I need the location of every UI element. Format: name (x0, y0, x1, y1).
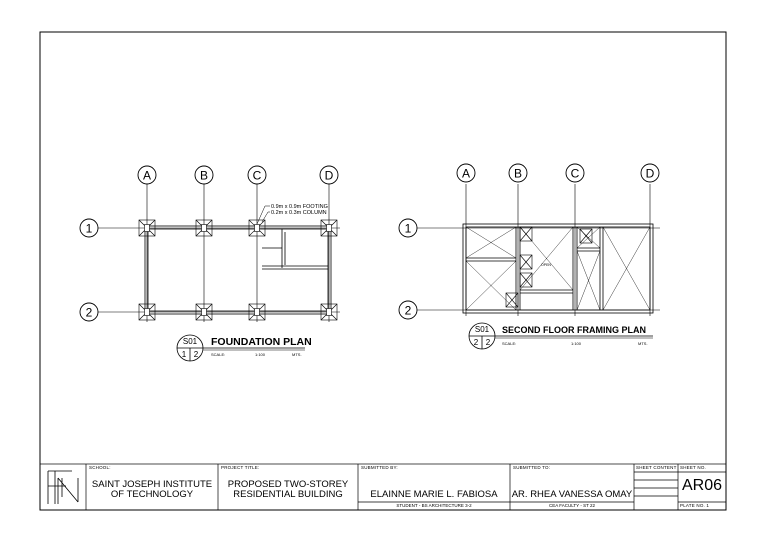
framing-detail-num: 2 (473, 338, 479, 347)
foundation-footings (139, 220, 337, 320)
submitted-to-name: AR. RHEA VANESSA OMAY (511, 489, 633, 500)
footing-1-3-column (327, 309, 332, 316)
logo-icon (48, 471, 78, 504)
framing-scale-value: 1:100 (571, 341, 582, 346)
school-name (86, 480, 218, 500)
submitted-by-label: SUBMITTED BY: (361, 465, 398, 470)
footing-0-0-column (145, 225, 150, 232)
framing-columns (506, 227, 592, 307)
footing-0-2-column (255, 225, 260, 232)
framing-center-note: OPEN (541, 263, 551, 267)
foundation-grid-b: B (199, 168, 209, 183)
framing-grid-lines (416, 184, 660, 316)
framing-scale-label: SCALE: (502, 341, 517, 346)
framing-grid-c: C (570, 166, 580, 181)
school-line-2: OF TECHNOLOGY (110, 488, 194, 500)
framing-grid-d: D (645, 166, 655, 181)
framing-plan (399, 164, 660, 349)
framing-grid-b: B (513, 166, 523, 181)
framing-units: MTS. (638, 341, 648, 346)
sheet-number: AR06 (681, 477, 723, 494)
project-line-1: PROPOSED TWO-STOREY (227, 479, 349, 490)
foundation-detail-sheet: 2 (193, 350, 199, 359)
foundation-detail-num: 1 (181, 350, 187, 359)
foundation-grid-1: 1 (85, 221, 93, 236)
framing-grid-a: A (461, 166, 471, 181)
sheet-border (40, 32, 726, 510)
sheet-content-label: SHEET CONTENT (636, 465, 677, 470)
framing-slab-marks (466, 227, 650, 310)
school-line-1: SAINT JOSEPH INSTITUTE (91, 479, 213, 490)
project-title (218, 480, 358, 500)
foundation-scale-value: 1:100 (255, 352, 266, 357)
foundation-grid-d: D (324, 168, 334, 183)
foundation-plan (80, 166, 340, 361)
sheet-no-label: SHEET NO. (680, 465, 706, 470)
foundation-grid-2: 2 (85, 305, 93, 320)
framing-grid-2: 2 (404, 303, 412, 318)
footing-0-1-column (202, 225, 207, 232)
framing-plan-title: SECOND FLOOR FRAMING PLAN (502, 325, 646, 335)
footing-1-2-column (255, 309, 260, 316)
footing-1-0-column (145, 309, 150, 316)
framing-grid-bubbles (399, 164, 659, 319)
submitted-by-name: ELAINNE MARIE L. FABIOSA (370, 489, 498, 500)
foundation-grid-c: C (252, 168, 262, 183)
foundation-walls (145, 226, 331, 314)
framing-beams (463, 224, 653, 313)
footing-0-3-column (327, 225, 332, 232)
project-line-2: RESIDENTIAL BUILDING (233, 488, 343, 500)
foundation-grid-a: A (142, 168, 152, 183)
project-label: PROJECT TITLE: (221, 465, 260, 470)
foundation-column-bubbles (80, 166, 338, 321)
foundation-scale-label: SCALE: (211, 352, 226, 357)
student-info: STUDENT - BS ARCHITECTURE 3-2 (396, 503, 472, 508)
submitted-to-label: SUBMITTED TO: (513, 465, 551, 470)
faculty-info: CEA FACULTY - ST 22 (548, 503, 596, 508)
plate-number: PLATE NO. 1 (680, 503, 710, 508)
framing-grid-1: 1 (404, 221, 412, 236)
framing-detail-sheet: 2 (485, 338, 491, 347)
footing-1-1-column (202, 309, 207, 316)
foundation-sheet-ref: S01 (182, 337, 198, 346)
foundation-plan-title: FOUNDATION PLAN (211, 336, 312, 348)
school-label: SCHOOL: (89, 465, 111, 470)
framing-sheet-ref: S01 (474, 325, 490, 334)
footing-note: 0.9m x 0.9m FOOTING (271, 204, 328, 210)
column-note: 0.2m x 0.3m COLUMN (271, 210, 327, 216)
foundation-units: MTS. (292, 352, 302, 357)
